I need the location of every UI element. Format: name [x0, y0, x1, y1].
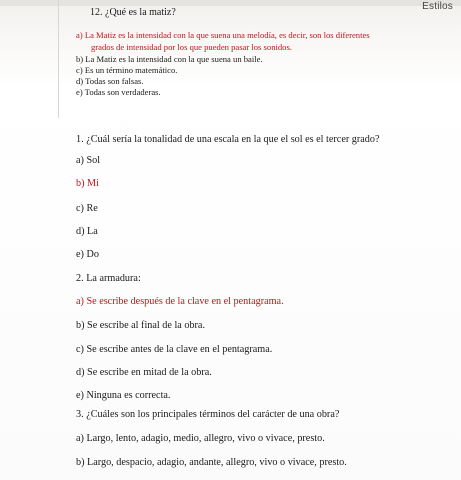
question-12-option-b: b) La Matiz es la intensidad con la que suena un baile.: [76, 54, 263, 64]
question-3-option-b: b) Largo, despacio, adagio, andante, allegro, vivo o vivace, presto.: [76, 457, 347, 468]
question-12-option-c: c) Es un término matemático.: [76, 65, 178, 75]
question-12-option-a-line1: a) La Matiz es la intensidad con la que suena una melodía, es decir, son los diferentes: [76, 30, 370, 40]
question-1-option-b: b) Mi: [76, 178, 99, 189]
question-1-option-e: e) Do: [76, 249, 99, 260]
question-2-option-c: c) Se escribe antes de la clave en el pentagrama.: [76, 344, 273, 355]
question-12-option-d: d) Todas son falsas.: [76, 76, 144, 86]
question-2-option-a: a) Se escribe después de la clave en el pentagrama.: [76, 296, 284, 307]
question-1-option-a: a) Sol: [76, 155, 101, 166]
question-2-option-e: e) Ninguna es correcta.: [76, 390, 171, 401]
question-12-option-e: e) Todas son verdaderas.: [76, 87, 161, 97]
margin-rule: [58, 0, 59, 118]
question-2-option-d: d) Se escribe en mitad de la obra.: [76, 367, 212, 378]
top-strip: [0, 0, 461, 6]
question-3-option-a: a) Largo, lento, adagio, medio, allegro, vivo o vivace, presto.: [76, 433, 325, 444]
question-1-title: 1. ¿Cuál sería la tonalidad de una escala en la que el sol es el tercer grado?: [76, 134, 380, 145]
question-2-option-b: b) Se escribe al final de la obra.: [76, 320, 205, 331]
question-2-title: 2. La armadura:: [76, 273, 141, 284]
styles-tab[interactable]: Estilos: [422, 1, 453, 12]
question-12-title: 12. ¿Qué es la matiz?: [90, 7, 176, 18]
question-3-title: 3. ¿Cuáles son los principales términos del carácter de una obra?: [76, 409, 340, 420]
question-12-option-a-line2: grados de intensidad por los que pueden pasar los sonidos.: [91, 42, 292, 52]
question-1-option-d: d) La: [76, 226, 98, 237]
question-1-option-c: c) Re: [76, 203, 98, 214]
